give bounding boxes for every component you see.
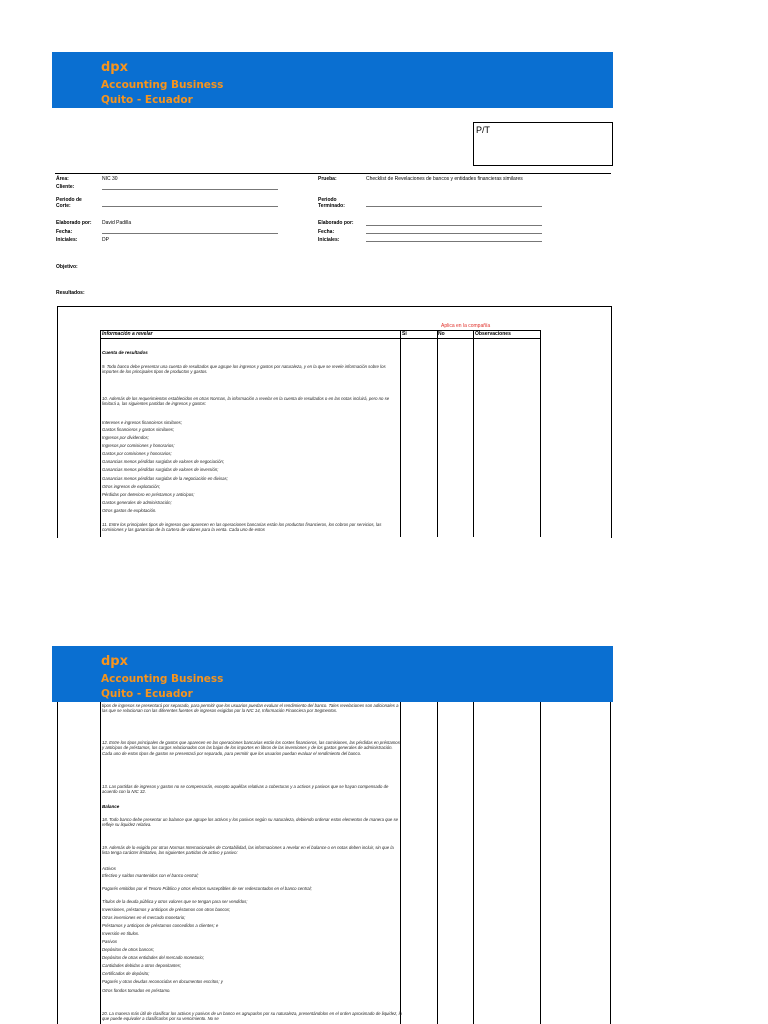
checklist-item: Activos bbox=[102, 866, 116, 871]
checklist-item: Préstamos y anticipos de préstamos concedidos a clientes; e bbox=[102, 923, 219, 928]
brand-logo-text: dpx bbox=[101, 60, 128, 75]
pt-label: P/T bbox=[476, 125, 491, 135]
cliente-field-line bbox=[102, 189, 278, 190]
iniciales2-field-line bbox=[366, 241, 542, 242]
header-banner bbox=[52, 52, 613, 108]
prueba-value: Checklist de Revelaciones de bancos y entidades financieras similares bbox=[366, 176, 523, 182]
checklist-item: Depósitos de otros bancos; bbox=[102, 947, 155, 952]
periodo-terminado-field-line bbox=[366, 206, 542, 207]
checklist-item: Depósitos de otras entidades del mercado monetario; bbox=[102, 955, 204, 960]
checklist-item: Ganancias menos pérdidas surgidas de valores de negociación; bbox=[102, 459, 225, 464]
checklist-item: Cantidades debidas a otros depositantes; bbox=[102, 963, 182, 968]
brand-logo-text: dpx bbox=[101, 654, 128, 669]
checklist-item: tipos de ingresos se presentará por separado, para permitir que los usuarios puedan evaluar el rendimiento del banco. Tales revelaciones son adicionales a las que se relacionan con las diferentes fuentes de ingresos exigidas por la NIC 14, Información Financiera por Segmentos. bbox=[102, 703, 399, 714]
periodo-corte-field-line bbox=[102, 206, 278, 207]
table-col-line bbox=[100, 330, 101, 537]
fecha-label: Fecha: bbox=[56, 229, 73, 235]
section-title: Balance bbox=[102, 804, 120, 809]
table-col-line bbox=[437, 330, 438, 537]
checklist-item: Pagarés y otras deudas reconocidas en documentos escritos; y bbox=[102, 979, 223, 984]
col-obs-header: Observaciones bbox=[475, 331, 511, 337]
checklist-item: 19. Además de lo exigido por otras Normas Internacionales de Contabilidad, las informaciones a revelar en el balance o en notas deben incluir, sin que la lista tenga carácter limitativo, las siguientes partidas de activo y pasivo: bbox=[102, 845, 394, 856]
checklist-item: 12. Entre los tipos principales de gastos que aparecen en las operaciones bancarias están los costes financieros, las comisiones, las pérdidas en préstamos y anticipos de préstamos, los cargos relacionados con las bajas de los importes en libros de las inversiones y de los gastos generales de administración. Cada uno de estos tipos de gastos se presentará por separado, para permitir que los usuarios puedan evaluar el rendimiento del banco. bbox=[102, 740, 400, 756]
aplica-label: Aplica en la compañía bbox=[441, 323, 491, 329]
checklist-item: Ingresos por dividendos; bbox=[102, 435, 149, 440]
table-col-line bbox=[100, 702, 101, 1024]
checklist-item: Pasivos bbox=[102, 939, 118, 944]
table-col-line bbox=[473, 330, 474, 537]
iniciales-value: DP bbox=[102, 237, 109, 243]
resultados-label: Resultados: bbox=[56, 290, 85, 296]
fecha-field-line bbox=[102, 233, 278, 234]
checklist-item: 9. Todo banco debe presentar una cuenta de resultados que agrupe los ingresos y gastos por naturaleza, y en la que se revele información sobre los importes de los principales tipos de productos y gastos. bbox=[102, 364, 386, 375]
iniciales-label: Iniciales: bbox=[56, 237, 78, 243]
pt-reference-box bbox=[473, 122, 613, 166]
checklist-item: 10. Además de los requerimientos establecidos en otras Normas, la información a revelar en la cuenta de resultados o en las notas incluirá, pero no se limitará a, las siguientes partidas de ingresos y gastos: bbox=[102, 396, 390, 407]
checklist-item: 20. La manera más útil de clasificar los activos y pasivos de un banco es agruparlos por su naturaleza, presentándolos en el orden aproximado de liquidez, lo que puede equivaler a clasificarlos por su vencimiento. No se bbox=[102, 1011, 402, 1022]
checklist-item: 18. Todo banco debe presentar un balance que agrupe los activos y los pasivos según su naturaleza, debiendo ordenar estos elementos de manera que se refleje su liquidez relativa. bbox=[102, 817, 399, 828]
checklist-item: 13. Las partidas de ingresos y gastos no se compensarán, excepto aquéllas relativas a coberturas y a activos y pasivos que se hayan compensado de acuerdo con la NIC 32. bbox=[102, 784, 389, 795]
iniciales2-label: Iniciales: bbox=[318, 237, 340, 243]
checklist-item: Inversiones, préstamos y anticipos de préstamos con otros bancos; bbox=[102, 907, 231, 912]
checklist-item: Ingresos por comisiones y honorarios; bbox=[102, 443, 175, 448]
checklist-item: Otros ingresos de explotación; bbox=[102, 484, 161, 489]
checklist-item: Pagarés emitidos por el Tesoro Público y otros efectos susceptibles de ser redescontados en el banco central; bbox=[102, 886, 312, 891]
elaborado-label: Elaborado por: bbox=[56, 220, 92, 226]
cliente-label: Cliente: bbox=[56, 184, 75, 190]
checklist-item: Intereses e ingresos financieros similares; bbox=[102, 420, 183, 425]
header-banner-page2 bbox=[52, 646, 613, 702]
table-col-line bbox=[57, 702, 58, 1024]
brand-subtitle: Accounting Business bbox=[101, 673, 224, 685]
col-info-header: Información a revelar bbox=[102, 331, 153, 337]
elaborado2-field-line bbox=[366, 225, 542, 226]
brand-location: Quito - Ecuador bbox=[101, 94, 193, 106]
brand-location: Quito - Ecuador bbox=[101, 688, 193, 700]
checklist-item: Pérdidas por deterioro en préstamos y anticipos; bbox=[102, 492, 195, 497]
prueba-label: Prueba: bbox=[318, 176, 337, 182]
checklist-item: Efectivo y saldos mantenidos con el banco central; bbox=[102, 873, 199, 878]
table-col-line bbox=[473, 702, 474, 1024]
fecha2-label: Fecha: bbox=[318, 229, 335, 235]
area-value: NIC 30 bbox=[102, 176, 118, 182]
elaborado-value: David Padilla bbox=[102, 220, 132, 226]
table-header-bottom-line bbox=[100, 338, 540, 339]
col-no-header: No bbox=[438, 331, 445, 337]
table-col-line bbox=[610, 702, 611, 1024]
table-col-line bbox=[437, 702, 438, 1024]
section-title: Cuenta de resultados bbox=[102, 350, 148, 355]
col-si-header: Si bbox=[402, 331, 407, 337]
checklist-item: Ganancias menos pérdidas surgidas de la negociación en divisas; bbox=[102, 476, 228, 481]
area-label: Área: bbox=[56, 176, 69, 182]
checklist-item: Otros gastos de explotación. bbox=[102, 508, 157, 513]
table-header-top-line bbox=[100, 330, 540, 331]
checklist-item: Gastos por comisiones y honorarios; bbox=[102, 451, 172, 456]
periodo-corte-label: Periodo de Corte: bbox=[56, 197, 82, 209]
checklist-item: Gastos financieros y gastos similares; bbox=[102, 427, 175, 432]
divider bbox=[55, 173, 611, 174]
table-col-line bbox=[400, 330, 401, 537]
checklist-item: Otras inversiones en el mercado monetario; bbox=[102, 915, 186, 920]
brand-subtitle: Accounting Business bbox=[101, 79, 224, 91]
checklist-item: 11. Entre los principales tipos de ingresos que aparecen en las operaciones bancarias están los productos financieros, los cobros por servicios, las comisiones y las ganancias de la cartera de valores para la venta. Cada uno de estos bbox=[102, 522, 382, 533]
table-col-line bbox=[540, 702, 541, 1024]
periodo-terminado-label: Periodo Terminado: bbox=[318, 197, 345, 209]
checklist-item: Gastos generales de administración; bbox=[102, 500, 172, 505]
checklist-item: Certificados de depósito; bbox=[102, 971, 150, 976]
checklist-item: Otros fondos tomados en préstamo. bbox=[102, 988, 171, 993]
checklist-item: Títulos de la deuda pública y otros valores que se tengan para ser vendidos; bbox=[102, 899, 248, 904]
elaborado2-label: Elaborado por: bbox=[318, 220, 354, 226]
fecha2-field-line bbox=[366, 233, 542, 234]
objetivo-label: Objetivo: bbox=[56, 264, 78, 270]
checklist-item: Inversión en títulos. bbox=[102, 931, 140, 936]
checklist-item: Ganancias menos pérdidas surgidas de valores de inversión; bbox=[102, 467, 219, 472]
table-col-line bbox=[540, 330, 541, 537]
